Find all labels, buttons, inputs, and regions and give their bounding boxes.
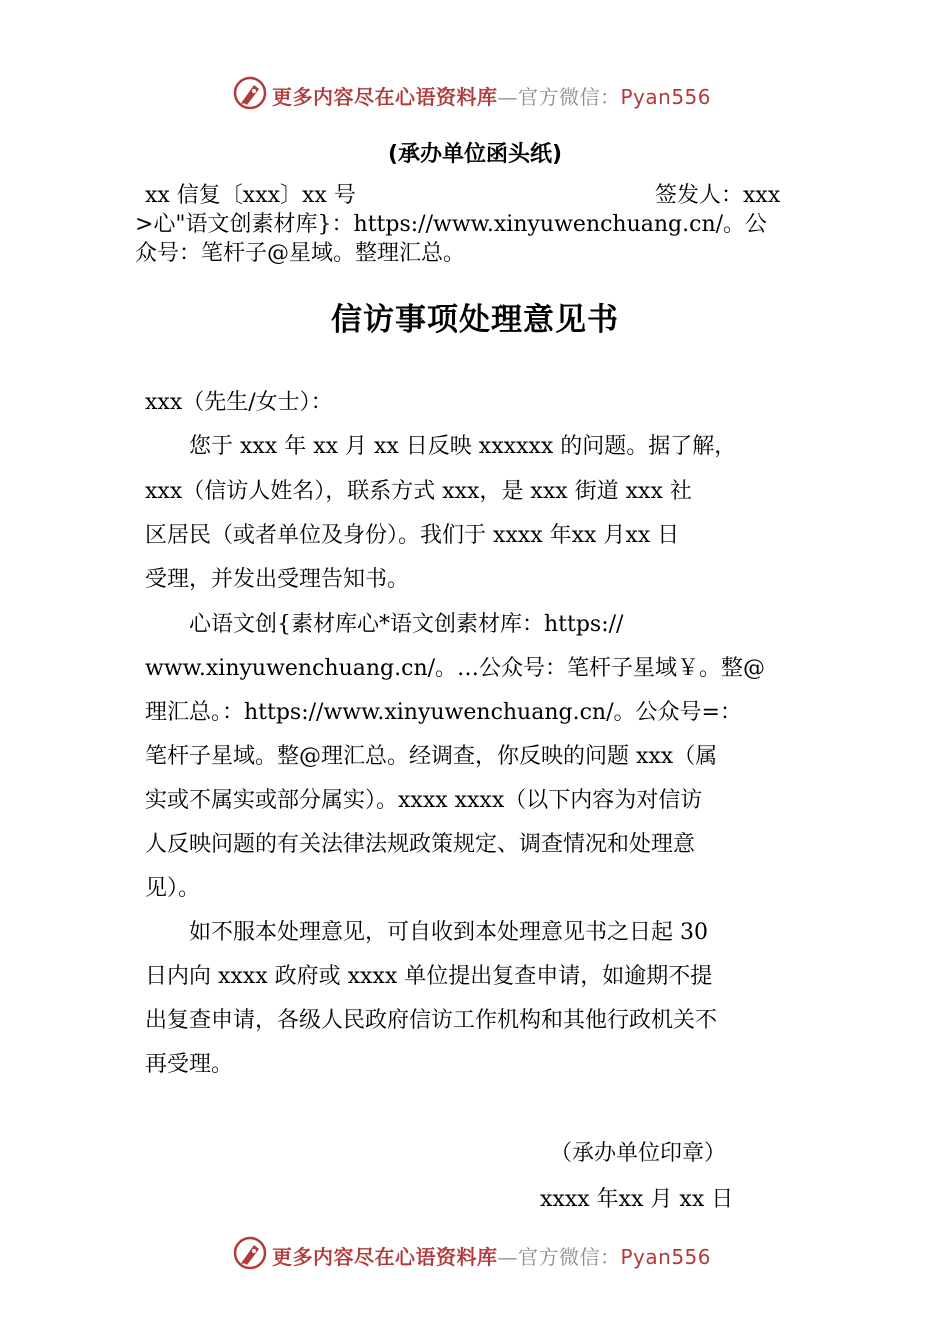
doc-number: xx 信复〔xxx〕xx 号 bbox=[145, 183, 356, 208]
footer-banner bbox=[232, 1233, 752, 1273]
paragraph-line: 出复查申请，各级人民政府信访工作机构和其他行政机关不 bbox=[145, 1008, 718, 1033]
banner-text bbox=[272, 1241, 711, 1270]
source-note-line: 众号：笔杆子@星域。整理汇总。 bbox=[135, 241, 466, 266]
banner-main-text: 更多内容尽在心语资料库 bbox=[272, 85, 498, 109]
paragraph-line: 人反映问题的有关法律法规政策规定、调查情况和处理意 bbox=[145, 832, 696, 857]
banner-wechat-id: Pyan556 bbox=[620, 85, 712, 109]
paragraph-line: 您于 xxx 年 xx 月 xx 日反映 xxxxxx 的问题。据了解， bbox=[145, 434, 737, 459]
paragraph-line: xxx（信访人姓名），联系方式 xxx，是 xxx 街道 xxx 社 bbox=[145, 479, 692, 504]
paragraph-line: 心语文创{素材库心*语文创素材库：https:// bbox=[145, 612, 624, 637]
paragraph-line: 日内向 xxxx 政府或 xxxx 单位提出复查申请，如逾期不提 bbox=[145, 964, 713, 989]
signer: 签发人：xxx bbox=[655, 183, 781, 208]
paragraph-line: 受理，并发出受理告知书。 bbox=[145, 567, 410, 592]
paragraph-line: 再受理。 bbox=[145, 1052, 234, 1077]
banner-separator-text: —官方微信： bbox=[497, 85, 621, 109]
banner-separator-text: —官方微信： bbox=[497, 1245, 621, 1269]
pen-logo-icon bbox=[232, 1235, 268, 1271]
paragraph-line: 见）。 bbox=[145, 876, 201, 901]
banner-text bbox=[272, 81, 711, 110]
paragraph-line: 如不服本处理意见，可自收到本处理意见书之日起 30 bbox=[145, 920, 708, 945]
paragraph-line: 笔杆子星域。整@理汇总。经调查，你反映的问题 xxx（属 bbox=[145, 744, 718, 769]
date-text: xxxx 年xx 月 xx 日 bbox=[540, 1187, 734, 1212]
banner-main-text: 更多内容尽在心语资料库 bbox=[272, 1245, 498, 1269]
letterhead: (承办单位函头纸) bbox=[387, 142, 563, 167]
paragraph-line: www.xinyuwenchuang.cn/。…公众号：笔杆子星域￥。整@ bbox=[145, 656, 766, 681]
pen-logo-icon bbox=[232, 75, 268, 111]
salutation: xxx（先生/女士）： bbox=[145, 390, 333, 415]
seal-text: （承办单位印章） bbox=[550, 1141, 727, 1166]
header-banner bbox=[232, 73, 752, 113]
paragraph-line: 区居民（或者单位及身份）。我们于 xxxx 年xx 月xx 日 bbox=[145, 523, 680, 548]
paragraph-line: 实或不属实或部分属实）。xxxx xxxx（以下内容为对信访 bbox=[145, 788, 703, 813]
document-title: 信访事项处理意见书 bbox=[331, 302, 619, 338]
banner-wechat-id: Pyan556 bbox=[620, 1245, 712, 1269]
source-note-line: >心"语文创素材库}：https://www.xinyuwenchuang.cn/。公 bbox=[135, 212, 768, 237]
paragraph-line: 理汇总。：https://www.xinyuwenchuang.cn/。公众号=： bbox=[145, 700, 742, 725]
